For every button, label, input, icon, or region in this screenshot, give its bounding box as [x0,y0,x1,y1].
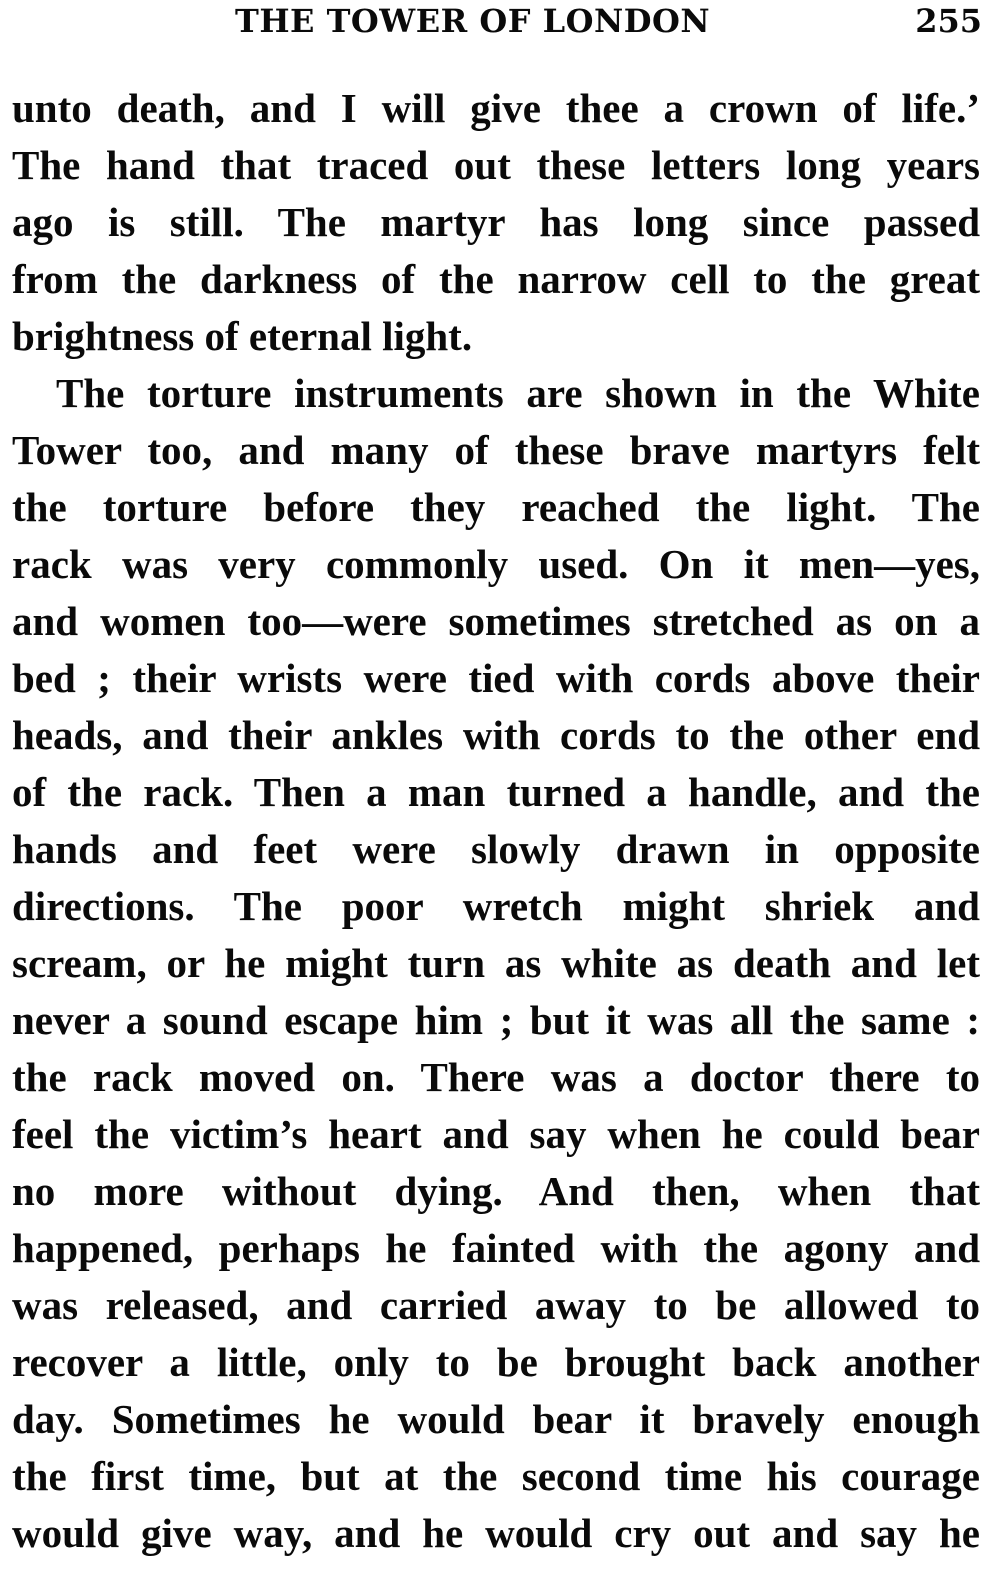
text-line: no more without dying. And then, when that [12,1168,980,1214]
text-line: Tower too, and many of these brave martyrs felt [12,427,980,473]
text-line: hands and feet were slowly drawn in opposite [12,826,980,872]
text-line: heads, and their ankles with cords to the other end [12,712,980,758]
text-line: day. Sometimes he would bear it bravely enough [12,1396,980,1442]
text-line: ago is still. The martyr has long since passed [12,199,980,245]
text-line: the rack moved on. There was a doctor there to [12,1054,980,1100]
page-number: 255 [915,2,982,40]
text-line: the torture before they reached the light. The [12,484,980,530]
text-line: of the rack. Then a man turned a handle, and the [12,769,980,815]
text-line: and women too—were sometimes stretched as on a [12,598,980,644]
text-line: feel the victim’s heart and say when he could bear [12,1111,980,1157]
text-line: would give way, and he would cry out and say he [12,1510,980,1556]
text-line: The hand that traced out these letters long years [12,142,980,188]
text-line: scream, or he might turn as white as death and let [12,940,980,986]
text-line: recover a little, only to be brought back another [12,1339,980,1385]
text-line: brightness of eternal light. [12,313,473,359]
text-line: directions. The poor wretch might shriek and [12,883,980,929]
text-line: was released, and carried away to be allowed to [12,1282,980,1328]
text-line: rack was very commonly used. On it men—yes, [12,541,980,587]
running-header [10,0,982,50]
text-line: the first time, but at the second time his courage [12,1453,980,1499]
text-line: bed ; their wrists were tied with cords above their [12,655,980,701]
running-title: THE TOWER OF LONDON [235,2,711,40]
text-line: unto death, and I will give thee a crown of life.’ [12,85,980,131]
text-line: never a sound escape him ; but it was all the same : [12,997,980,1043]
text-line: happened, perhaps he fainted with the agony and [12,1225,980,1271]
text-line: from the darkness of the narrow cell to the great [12,256,980,302]
text-line: The torture instruments are shown in the White [56,370,980,416]
